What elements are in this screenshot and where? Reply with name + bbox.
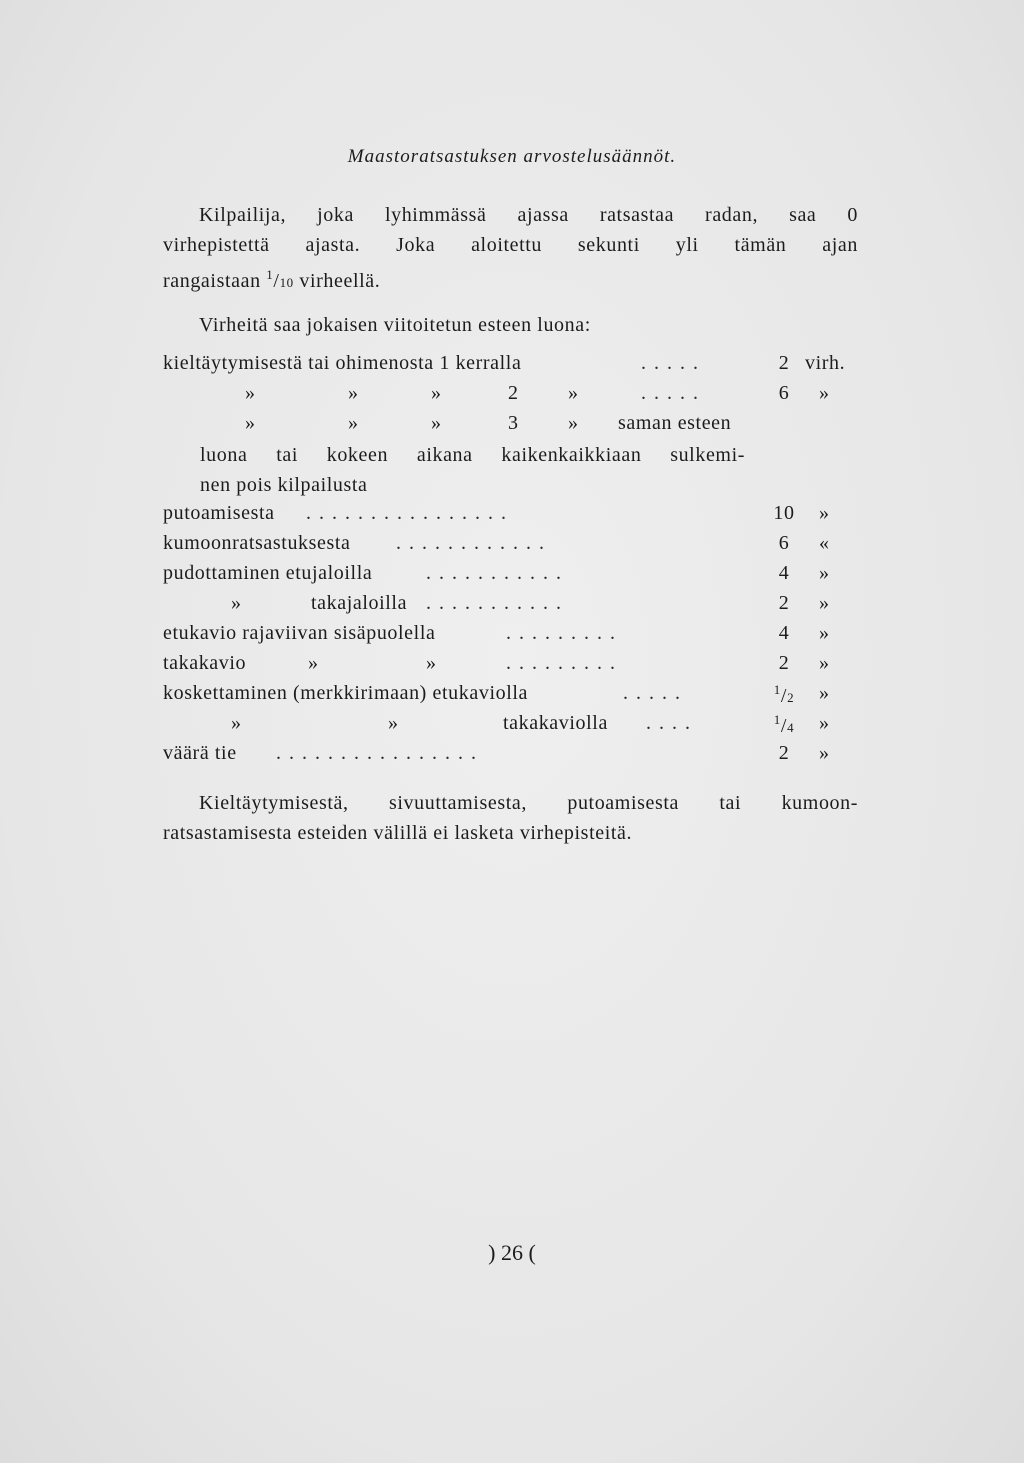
penalty-value: 6 [778, 382, 790, 404]
penalty-fraction: $^1$/2 [773, 682, 795, 707]
penalty-label: takakavio [163, 652, 247, 674]
penalty-row [163, 622, 858, 650]
fraction-denominator: 10 [279, 275, 294, 290]
penalty-row [163, 532, 858, 560]
penalty-label: takakaviolla [503, 712, 608, 734]
intro-text: rangaistaan [163, 270, 261, 292]
penalty-row [163, 502, 858, 530]
penalty-unit: » [819, 622, 830, 644]
fraction-numerator: 1 [266, 267, 274, 282]
penalty-label: kumoonratsastuksesta [163, 532, 351, 554]
ditto-mark: » [431, 412, 442, 434]
fraction-denominator: 2 [787, 690, 795, 705]
intro-paragraph [163, 200, 858, 298]
penalty-row [163, 412, 858, 440]
penalty-value: 4 [778, 562, 790, 584]
penalty-row [163, 652, 858, 680]
penalty-unit: « [819, 532, 830, 554]
intro-text: virheellä. [299, 270, 381, 292]
ditto-mark: » [308, 652, 319, 674]
leader-dots: ............ [396, 532, 552, 554]
ditto-mark: » [426, 652, 437, 674]
ditto-mark: » [245, 412, 256, 434]
leader-dots: ......... [506, 652, 623, 674]
penalty-row [163, 382, 858, 410]
penalty-value: 4 [778, 622, 790, 644]
ditto-mark: » [348, 412, 359, 434]
penalty-label: putoamisesta [163, 502, 275, 524]
penalty-unit: » [819, 562, 830, 584]
ditto-mark: » [431, 382, 442, 404]
penalty-fraction: $^1$/4 [773, 712, 795, 737]
leader-dots: ................ [306, 502, 514, 524]
penalty-label: etukavio rajaviivan sisäpuolella [163, 622, 436, 644]
penalty-unit: » [819, 592, 830, 614]
continuation-line: luona tai kokeen aikana kaikenkaikkiaan sulkemi- [200, 444, 745, 466]
fraction: $^1$/10 [266, 267, 294, 292]
leader-dots: ......... [506, 622, 623, 644]
kerta-number: 2 [508, 382, 519, 404]
fraction-denominator: 4 [787, 720, 795, 735]
leader-dots: .... [646, 712, 698, 734]
intro-line: Kilpailija, joka lyhimmässä ajassa ratsastaa radan, saa 0 [199, 204, 858, 226]
ditto-mark: » [231, 712, 242, 734]
page-header: Maastoratsastuksen arvostelusäännöt. [347, 146, 677, 167]
ditto-mark: » [348, 382, 359, 404]
continuation-line: nen pois kilpailusta [200, 474, 368, 496]
penalty-value: 2 [778, 592, 790, 614]
penalty-unit: » [819, 682, 830, 704]
penalty-label: takajaloilla [311, 592, 408, 614]
penalty-label: kieltäytymisestä tai ohimenosta 1 kerralla [163, 352, 522, 374]
intro-line: virhepistettä ajasta. Joka aloitettu sekunti yli tämän ajan [163, 234, 858, 256]
penalty-label: saman esteen [618, 412, 732, 434]
fraction-numerator: 1 [773, 712, 781, 727]
intro-line [163, 260, 858, 298]
ditto-mark: » [568, 382, 579, 404]
leader-dots: ..... [641, 382, 706, 404]
penalty-row [163, 682, 858, 710]
kerta-number: 3 [508, 412, 519, 434]
penalty-value: 6 [778, 532, 790, 554]
penalty-value: 10 [773, 502, 795, 524]
penalty-row [163, 592, 858, 620]
penalty-row [163, 742, 858, 770]
penalty-unit: » [819, 712, 830, 734]
closing-line: ratsastamisesta esteiden välillä ei lasketa virhepisteitä. [163, 822, 633, 844]
penalty-unit: » [819, 742, 830, 764]
closing-line: Kieltäytymisestä, sivuuttamisesta, putoamisesta tai kumoon- [199, 792, 858, 814]
penalty-unit: » [819, 382, 830, 404]
leader-dots: ........... [426, 562, 569, 584]
ditto-mark: » [231, 592, 242, 614]
closing-paragraph [163, 788, 858, 848]
penalty-value: 2 [778, 652, 790, 674]
fraction-numerator: 1 [773, 682, 781, 697]
penalty-row [163, 352, 858, 380]
penalty-label: väärä tie [163, 742, 237, 764]
leader-dots: ..... [641, 352, 706, 374]
ditto-mark: » [568, 412, 579, 434]
lead-sentence: Virheitä saa jokaisen viitoitetun esteen luona: [199, 314, 591, 336]
penalty-value: 2 [778, 742, 790, 764]
ditto-mark: » [388, 712, 399, 734]
penalty-row [163, 712, 858, 740]
ditto-mark: » [245, 382, 256, 404]
penalty-unit: virh. [805, 352, 846, 374]
page-number: ) 26 ( [488, 1240, 536, 1265]
leader-dots: ..... [623, 682, 688, 704]
penalty-row [163, 562, 858, 590]
penalty-value: 2 [778, 352, 790, 374]
penalty-label: pudottaminen etujaloilla [163, 562, 373, 584]
leader-dots: ................ [276, 742, 484, 764]
penalty-label: koskettaminen (merkkirimaan) etukaviolla [163, 682, 528, 704]
penalty-unit: » [819, 652, 830, 674]
leader-dots: ........... [426, 592, 569, 614]
penalty-unit: » [819, 502, 830, 524]
